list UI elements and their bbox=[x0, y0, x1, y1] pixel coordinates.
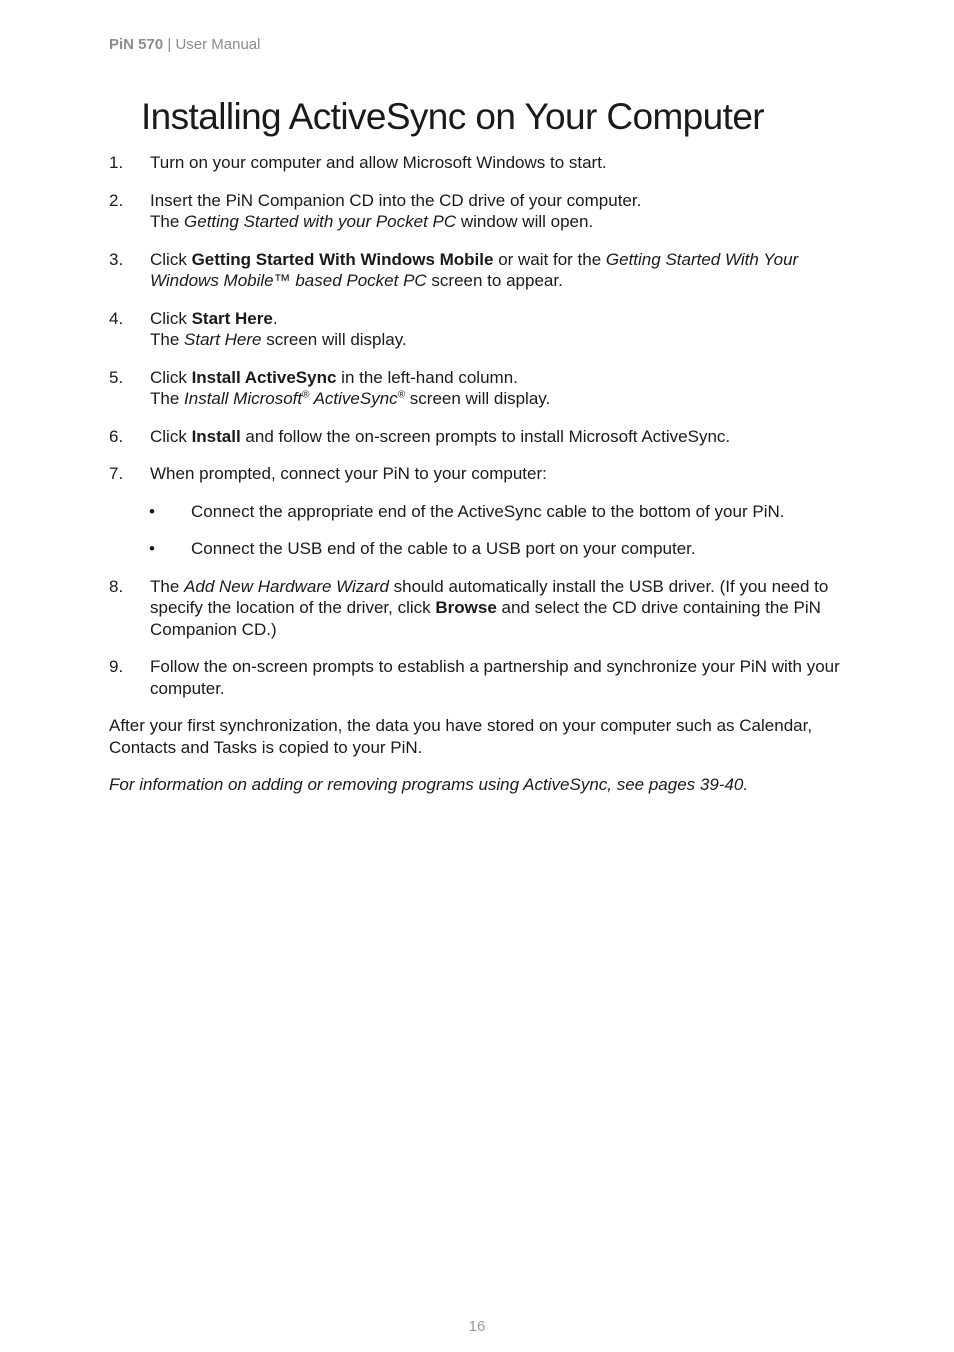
step-text: Follow the on-screen prompts to establish a partnership and synchronize your PiN with your computer. bbox=[150, 657, 840, 698]
ui-term: Getting Started With Windows Mobile bbox=[191, 249, 494, 269]
screen-name: Getting Started With Your Windows Mobile™ based Pocket PC bbox=[150, 249, 799, 290]
step-text: window will open. bbox=[456, 212, 594, 231]
step-5 bbox=[109, 367, 869, 410]
bullet-dot: • bbox=[149, 501, 155, 521]
step-number: 7. bbox=[109, 464, 124, 483]
step-2 bbox=[109, 190, 869, 233]
step-text: should automatically install the USB driver. (If you need to specify the location of the driver, click bbox=[150, 576, 829, 617]
bullet-text: Connect the appropriate end of the ActiveSync cable to the bottom of your PiN. bbox=[191, 501, 785, 521]
step-text: . bbox=[272, 308, 278, 328]
wizard-name: Add New Hardware Wizard bbox=[184, 576, 389, 596]
step-text: The bbox=[150, 330, 185, 349]
step-6 bbox=[109, 426, 869, 448]
ui-term: Install ActiveSync bbox=[191, 367, 337, 387]
step-text: and select the CD drive containing the PiN Companion CD.) bbox=[150, 598, 821, 639]
registered-mark: ® bbox=[397, 389, 406, 401]
step-text: Turn on your computer and allow Microsoft Windows to start. bbox=[150, 153, 607, 172]
header-doc-title: User Manual bbox=[175, 36, 261, 53]
step-7 bbox=[109, 463, 869, 485]
window-name: Getting Started with your Pocket PC bbox=[184, 212, 457, 231]
step-number: 6. bbox=[109, 426, 124, 446]
step-8 bbox=[109, 576, 869, 641]
step-text: screen will display. bbox=[261, 330, 407, 349]
step-text: screen to appear. bbox=[426, 271, 563, 290]
ui-term: Browse bbox=[435, 598, 497, 617]
after-sync-paragraph: After your first synchronization, the data you have stored on your computer such as Calendar, Contacts and Tasks is copied to your PiN. bbox=[109, 716, 813, 757]
header-brand: PiN 570 bbox=[109, 36, 164, 53]
header-separator: | bbox=[163, 36, 176, 53]
step-number: 2. bbox=[109, 190, 124, 210]
step-text: The bbox=[150, 212, 185, 231]
instructions bbox=[109, 152, 869, 812]
step-1 bbox=[109, 152, 869, 174]
step-9 bbox=[109, 656, 869, 699]
bullet-item bbox=[109, 538, 869, 560]
step-number: 5. bbox=[109, 367, 124, 387]
step-number: 9. bbox=[109, 657, 124, 676]
step-text: Click bbox=[150, 426, 192, 446]
step-text: The bbox=[150, 389, 185, 408]
screen-name: Install Microsoft bbox=[184, 389, 303, 408]
screen-name: ActiveSync bbox=[309, 389, 398, 408]
step-4 bbox=[109, 308, 869, 351]
page-number: 16 bbox=[468, 1318, 486, 1335]
bullet-item bbox=[109, 501, 869, 523]
step-text: The bbox=[150, 576, 185, 596]
step-number: 3. bbox=[109, 249, 124, 269]
step-3 bbox=[109, 249, 869, 292]
step-text: Click bbox=[150, 308, 192, 328]
step-text: or wait for the bbox=[493, 249, 606, 269]
programs-note bbox=[109, 774, 869, 796]
bullet-dot: • bbox=[149, 539, 155, 558]
ui-term: Start Here bbox=[191, 308, 273, 328]
step-number: 4. bbox=[109, 308, 124, 328]
page-title: Installing ActiveSync on Your Computer bbox=[141, 96, 765, 137]
step-text: When prompted, connect your PiN to your computer: bbox=[150, 464, 547, 483]
step-text: Click bbox=[150, 249, 192, 269]
bullet-text: Connect the USB end of the cable to a USB port on your computer. bbox=[191, 539, 696, 558]
note-text: For information on adding or removing programs using ActiveSync, see pages 39-40. bbox=[109, 775, 749, 794]
running-header bbox=[109, 36, 260, 53]
step-text: screen will display. bbox=[405, 389, 551, 408]
step-text: in the left-hand column. bbox=[336, 367, 518, 387]
step-number: 1. bbox=[109, 153, 124, 172]
step-text: and follow the on-screen prompts to install Microsoft ActiveSync. bbox=[240, 426, 731, 446]
ui-term: Install bbox=[191, 426, 241, 446]
step-number: 8. bbox=[109, 576, 124, 596]
step-text: Click bbox=[150, 367, 192, 387]
step-text: Insert the PiN Companion CD into the CD drive of your computer. bbox=[150, 190, 642, 210]
screen-name: Start Here bbox=[184, 330, 262, 349]
registered-mark: ® bbox=[302, 389, 310, 401]
